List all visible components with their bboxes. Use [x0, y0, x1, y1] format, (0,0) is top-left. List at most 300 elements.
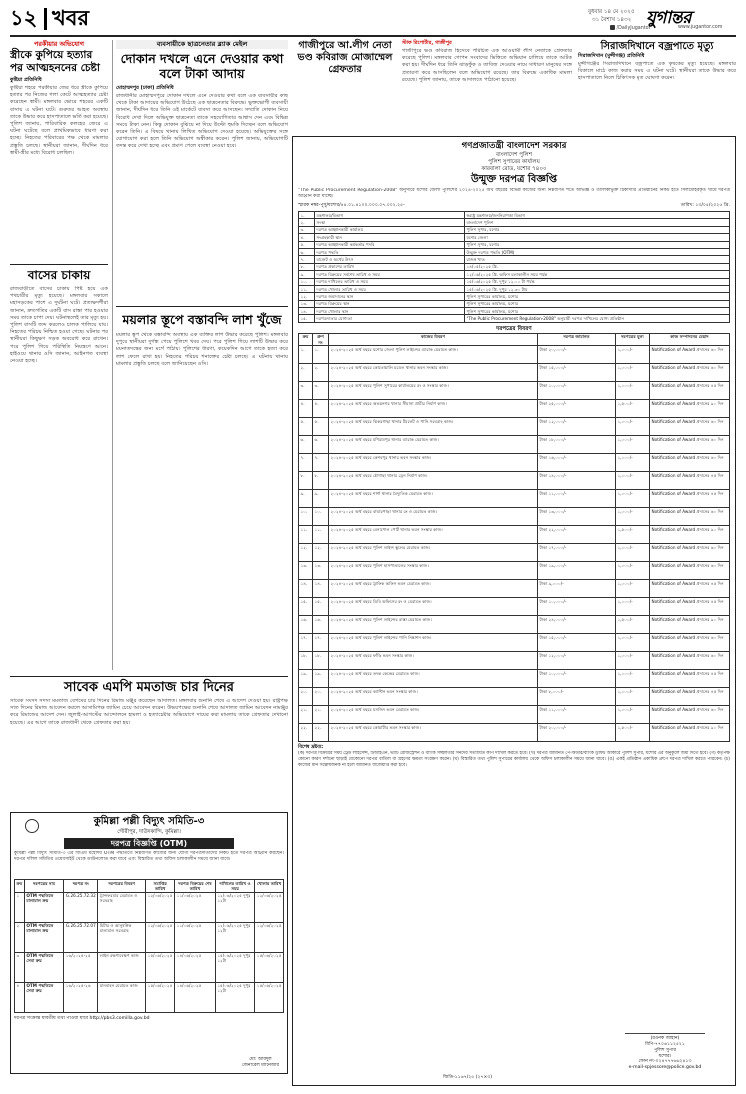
table-cell: পুলিশ সুপারের কার্যালয়, যশোর [465, 293, 730, 300]
table-cell: দরপত্র খোলার তারিখ ও সময় [315, 285, 465, 292]
table-cell: টাকা ২০,০০০/- [538, 724, 616, 742]
table-cell: ২০২৪-২০২৫ অর্থ বছরে যশোর জেলা পুলিশ লাইন্সের ব্যারাক মেরামত কাজ। [329, 346, 538, 364]
article-title: বাসের চাকায় [27, 268, 91, 282]
police-name: বাংলাদেশ পুলিশ [495, 152, 533, 158]
table-cell: Notification of Award প্রদানের ৯০ দিন [650, 616, 730, 634]
table-row [299, 418, 730, 436]
table-cell: ১৬/২০২৫-২৬ [64, 982, 98, 1012]
table-cell: Notification of Award প্রদানের ৬০ দিন [650, 418, 730, 436]
table-cell: ১,৫০০/- [616, 724, 650, 742]
table-cell: OTM পদ্ধতিতে মালামাল ক্রয় [24, 922, 64, 952]
table-row [299, 526, 730, 544]
table-cell: দরপত্র প্রকাশের তারিখ [315, 263, 465, 270]
table-cell: ১২/০৬/২০২৫ দুপুর ১২টা [215, 892, 255, 922]
table-cell: ১২. [299, 544, 313, 562]
section-name: খবর [52, 6, 90, 30]
table-cell: Notification of Award প্রদানের ৬০ দিন [650, 634, 730, 652]
table-cell: বাজেট ও অর্থের উৎস [315, 256, 465, 263]
table-cell: দরপত্রদাতার যোগ্যতা [315, 315, 465, 322]
table-cell: Notification of Award প্রদানের ৬০ দিন [650, 544, 730, 562]
column-3b [402, 40, 572, 132]
table-cell: যশোর জেলা [465, 234, 730, 241]
table-cell: ১,৫০০/- [616, 616, 650, 634]
table-cell: ১৪/০৫/২০২৫ খ্রি. [465, 263, 730, 270]
table-cell: Notification of Award প্রদানের ৪৫ দিন [650, 490, 730, 508]
table-cell: সংস্থা [315, 219, 465, 226]
table-cell: লাইন রক্ষণাবেক্ষণ কাজ [98, 952, 146, 982]
masthead-rule [10, 35, 736, 37]
table-cell: ১৯. [313, 670, 329, 688]
article-body: গাজীপুরে ভণ্ড কবিরাজ হিসেবে পরিচিত এক আওয়ামী লীগ নেতাকে গ্রেফতার করেছে পুলিশ। মঙ্গলবার গোপন সংবাদের ভিত্তিতে অভিযান চালিয়ে তাকে আটক করা হয়। দীর্ঘদিন ধরে তিনি ঝাড়ফুঁক ও তাবিজ দেওয়ার নামে সাধারণ মানুষের সঙ্গে প্রতারণা করে আসছিলেন বলে অভিযোগ রয়েছে। তার বিরুদ্ধে একাধিক মামলা রয়েছে। পুলিশ জানায়, তাকে আদালতে পাঠানো হয়েছে। [402, 48, 572, 83]
facebook-icon [610, 25, 615, 30]
table-cell: ১৩. [299, 300, 315, 307]
table-row [299, 212, 730, 219]
table-cell: ১,০০০/- [616, 472, 650, 490]
table-cell: ১২/০৬/২০২৫ [146, 892, 175, 922]
table-cell: ১৫. [299, 315, 315, 322]
table-cell: ১৫. [313, 598, 329, 616]
table-cell: ১১/০৬/২০২৫ [175, 892, 216, 922]
table-cell: Notification of Award প্রদানের ৬০ দিন [650, 364, 730, 382]
table-row [299, 616, 730, 634]
memo-line: স্মারক নম্বর-পুসু/যশোর/৪৪.০১.৪১০০.০০০.০৭.০০২.২৫- তারিখ: ১৩/০৫/২০২৫ খ্রি. [298, 203, 730, 208]
table-row [299, 219, 730, 226]
column-header: কাজের বিবরণ [329, 333, 538, 346]
table-cell: ৯. [299, 490, 313, 508]
table-row [299, 652, 730, 670]
column-header: দরপত্র বিক্রয়ের শেষ তারিখ [175, 880, 216, 893]
table-cell: Notification of Award প্রদানের ৪৫ দিন [650, 472, 730, 490]
table-cell: ২০২৪-২০২৫ অর্থ বছরে পুলিশ হাসপাতালের সংস্কার কাজ। [329, 562, 538, 580]
article-body: মুন্সীগঞ্জের সিরাজদিখানে বজ্রপাতে এক কৃষকের মৃত্যু হয়েছে। মঙ্গলবার বিকালে মাঠে কাজ করার সময় এ ঘটনা ঘটে। স্থানীয়রা তাকে উদ্ধার করে হাসপাতালে নিলে চিকিৎসক মৃত ঘোষণা করেন। [578, 61, 736, 82]
table-cell: Notification of Award প্রদানের ৬০ দিন [650, 562, 730, 580]
table-cell: ১,০০০/- [616, 544, 650, 562]
table-cell: ১৫/০৬/২০২৫ দুপুর ১২টা [215, 982, 255, 1012]
table-cell: ১. [299, 212, 315, 219]
header-date-bangla: ৩১ বৈশাখ ১৪৩২ [592, 17, 632, 23]
article-body: রাজধানীর মোহাম্মদপুরে দোকান দখলে এনে দেওয়ার কথা বলে এক ব্যবসায়ীর কাছ থেকে টাকা আদায়ের অভিযোগ উঠেছে এক ছাত্রনেতার বিরুদ্ধে। ভুক্তভোগী ব্যবসায়ী জানান, দীর্ঘদিন ধরে তিনি ওই মার্কেটে ব্যবসা করে আসছেন। সম্প্রতি দোকান নিয়ে বিরোধ দেখা দিলে অভিযুক্ত ছাত্রনেতা তাকে সহযোগিতার আশ্বাস দেন এবং বিভিন্ন সময়ে টাকা নেন। কিন্তু দোকান বুঝিয়ে না দিয়ে উল্টো হুমকি দিচ্ছেন বলে অভিযোগ করেন তিনি। এ বিষয়ে থানায় লিখিত অভিযোগ দেওয়া হয়েছে। অভিযুক্তের সঙ্গে যোগাযোগ করা হলে তিনি অভিযোগ অস্বীকার করেন। পুলিশ জানায়, অভিযোগটি তদন্ত করে দেখা হচ্ছে এবং প্রমাণ পেলে ব্যবস্থা নেওয়া হবে। [116, 93, 288, 150]
pbs-address: গৌরীপুর, দাউদকান্দি, কুমিল্লা। [117, 829, 181, 835]
table-cell: ১২. [299, 293, 315, 300]
table-row [299, 580, 730, 598]
table-row [299, 234, 730, 241]
tender-notes: (ক) দরপত্র বিক্রয়ের সময় ট্রেড লাইসেন্স, টিআইএন, ভ্যাট রেজিস্ট্রেশন ও ব্যাংক সচ্ছলতার সনদের সত্যায়িত কপি দাখিল করতে হবে। (খ) দরপত্র জামানত পে-অর্ডার/ব্যাংক ড্রাফট আকারে পুলিশ সুপার, যশোর এর অনুকূলে জমা দিতে হবে। (গ) কর্তৃপক্ষ কোনো কারণ দর্শানো ছাড়াই যেকোনো দরপত্র বাতিল বা গ্রহণের ক্ষমতা সংরক্ষণ করেন। (ঘ) বিস্তারিত তথ্য পুলিশ সুপারের কার্যালয় থেকে অফিস চলাকালীন সময়ে জানা যাবে। (ঙ) একই প্রতিষ্ঠান একাধিক গ্রুপে দরপত্র দাখিল করতে পারবেন। (চ) কাজের মান সন্তোষজনক না হলে জামানত বাজেয়াপ্ত করা হবে। [298, 751, 730, 768]
table-cell: ৭. [299, 454, 313, 472]
table-cell: বাংলাদেশ পুলিশ [465, 219, 730, 226]
table-cell: ১. [299, 346, 313, 364]
table-cell: ১,০০০/- [616, 382, 650, 400]
page-number: ১২ [10, 6, 38, 30]
table-cell: দরপত্র দাখিলের তারিখ ও সময় [315, 278, 465, 285]
table-cell: দরপত্র বিক্রয়ের সর্বশেষ তারিখ ও সময় [315, 271, 465, 278]
column-header: খোলার তারিখ [255, 880, 284, 893]
table-cell: ১২/০৬/২০২৫ [255, 922, 284, 952]
table-row [299, 598, 730, 616]
table-cell: টাকা ২৫,০০০/- [538, 400, 616, 418]
table-cell: ১৫/০৬/২০২৫ খ্রি. দুপুর ১২.৩০ টায় [465, 285, 730, 292]
table-cell: ট্রান্সফরমার মেরামত ও সরবরাহ [98, 892, 146, 922]
pbs-footer[interactable]: দরপত্র সংক্রান্ত যাবতীয় তথ্য পাওয়া যাবে http://pbs3.comilla.gov.bd [14, 1015, 150, 1021]
table-cell: ৩. [313, 382, 329, 400]
table-cell: ৭. [313, 454, 329, 472]
table-cell: ২০. [313, 688, 329, 706]
column-header: গ্রুপ নং [313, 333, 329, 346]
table-cell: ১,৫০০/- [616, 400, 650, 418]
table-cell: Notification of Award প্রদানের ৪৫ দিন [650, 580, 730, 598]
article-byline: মোহাম্মদপুর (ঢাকা) প্রতিনিধি [116, 85, 174, 91]
table-cell: ১,০০০/- [616, 670, 650, 688]
table-cell: ১৫/০৬/২০২৫ [146, 982, 175, 1012]
table-cell: ৮. [299, 472, 313, 490]
table-cell: ১১. [313, 526, 329, 544]
table-cell: টাকা ১৯,০০০/- [538, 562, 616, 580]
column-header: দরপত্র নং [64, 880, 98, 893]
table-cell: ২০২৪-২০২৫ অর্থ বছরে চৌগাছা থানার ড্রেন নির্মাণ কাজ। [329, 472, 538, 490]
table-row [299, 688, 730, 706]
table-cell: ১৬. [299, 616, 313, 634]
signature-block: (রওনক জাহান) বিপি-৭৭০৬১১২৫২১ পুলিশ সুপার যশোর। ফোন নং-০২৪৭৭৭৬৬২৪১৩ e-mail-spjessore@police.gov.bd [605, 1024, 725, 1071]
table-cell: টাকা ১৩,০০০/- [538, 508, 616, 526]
table-cell: ১,০০০/- [616, 688, 650, 706]
signature-scribble [625, 1024, 705, 1034]
table-cell: ১৫. [299, 598, 313, 616]
table-cell: OTM পদ্ধতিতে সেবা ক্রয় [24, 952, 64, 982]
office-address: কারবালা রোড, যশোর ৭৪০০ [481, 166, 547, 172]
table-row [299, 271, 730, 278]
table-cell: ৮. [299, 263, 315, 270]
table-cell: ১৯. [299, 670, 313, 688]
table-cell: দরপত্র পদ্ধতি [315, 248, 465, 255]
table-cell: টাকা ১০,০০০/- [538, 382, 616, 400]
column-header: সমাপ্তির তারিখ [146, 880, 175, 893]
table-cell: ৮. [313, 472, 329, 490]
table-cell: ১১. [299, 526, 313, 544]
table-cell: টাকা ১০,০০০/- [538, 598, 616, 616]
table-cell: ১,০০০/- [616, 418, 650, 436]
social-handle: /DailyJugantor [610, 25, 651, 31]
masthead [10, 4, 736, 34]
table-cell: Notification of Award প্রদানের ৬০ দিন [650, 346, 730, 364]
article-byline: স্টাফ রিপোর্টার, গাজীপুর [402, 40, 452, 46]
work-heading: দরপত্রের বিবরণ [496, 325, 532, 332]
header-date: বুধবার ১৪ মে ২০২৫ [588, 9, 635, 15]
table-row [299, 400, 730, 418]
table-cell: Notification of Award প্রদানের ৬০ দিন [650, 706, 730, 724]
table-cell: ১২/০৬/২০২৫ [255, 892, 284, 922]
table-row [299, 226, 730, 233]
table-cell: মন্ত্রণালয়/বিভাগ [315, 212, 465, 219]
table-cell: ১২/০৬/২০২৫ [146, 922, 175, 952]
table-cell: ১২/০৬/২০২৫ দুপুর ১২টা [215, 922, 255, 952]
table-cell: ১৫/০৬/২০২৫ [146, 952, 175, 982]
gov-name: গণপ্রজাতন্ত্রী বাংলাদেশ সরকার [461, 141, 567, 151]
table-cell: ২০২৪-২০২৫ অর্থ বছরে পুলিশ লাইন্সের রাস্তা মেরামত কাজ। [329, 616, 538, 634]
table-cell: টাকা ১৫,০০০/- [538, 364, 616, 382]
table-cell: ২০. [299, 688, 313, 706]
table-cell: ২০২৪-২০২৫ অর্থ বছরে ক্যান্টিন ভবন সংস্কার কাজ। [329, 688, 538, 706]
table-cell: Notification of Award প্রদানের ৪৫ দিন [650, 382, 730, 400]
article-title: সিরাজদিখানে বজ্রপাতে মৃত্যু [600, 41, 714, 52]
table-cell: টাকা ১৬,০০০/- [538, 454, 616, 472]
table-cell: ২২. [313, 724, 329, 742]
brand-logo: যুগান্তর [646, 8, 691, 28]
table-cell: ৪. [299, 400, 313, 418]
table-cell: Notification of Award প্রদানের ৯০ দিন [650, 526, 730, 544]
table-cell: ১১. [299, 285, 315, 292]
column-header: দরপত্রের মূল্য [616, 333, 650, 346]
table-cell: Notification of Award প্রদানের ৪৫ দিন [650, 598, 730, 616]
table-cell: টাকা ১০,০০০/- [538, 670, 616, 688]
table-cell: ১৪/০৬/২০২৫ [175, 982, 216, 1012]
table-row [299, 241, 730, 248]
table-row [299, 293, 730, 300]
col-separator [112, 40, 113, 670]
table-row [299, 346, 730, 364]
table-cell: ১৫/০৬/২০২৫ [255, 952, 284, 982]
pbs-title: দরপত্র বিজ্ঞপ্তি (OTM) [64, 838, 234, 849]
table-cell: ২০২৪-২০২৫ অর্থ বছরে ট্রাফিক অফিস ভবন মেরামত কাজ। [329, 580, 538, 598]
table-cell: ১৭. [299, 634, 313, 652]
divider [10, 676, 288, 677]
table-cell: টাকা ১২,০০০/- [538, 652, 616, 670]
column-2 [116, 40, 288, 760]
table-cell: ১,০০০/- [616, 706, 650, 724]
table-row [299, 248, 730, 255]
table-row [299, 562, 730, 580]
office-name: পুলিশ সুপারের কার্যালয় [488, 159, 540, 165]
article-body: কুষ্টিয়া শহরে পরকীয়ার জের ধরে স্ত্রীকে কুপিয়ে হত্যার পর নিজের গলা কেটে আত্মহত্যার চেষ্টা করেছেন স্বামী। মঙ্গলবার ভোরে শহরের একটি বাসায় এ ঘটনা ঘটে। গুরুতর আহত অবস্থায় তাকে উদ্ধার করে হাসপাতালে ভর্তি করা হয়েছে। পুলিশ জানায়, পারিবারিক কলহের জেরে এ ঘটনা ঘটেছে বলে প্রাথমিকভাবে ধারণা করা হচ্ছে। নিহতের পরিবারের পক্ষ থেকে মামলার প্রস্তুতি চলছে। স্থানীয়রা জানান, দীর্ঘদিন ধরে স্বামী-স্ত্রীর মধ্যে বিরোধ চলছিল। [10, 85, 108, 156]
column-4 [578, 40, 736, 132]
divider [116, 306, 288, 307]
table-cell: ২০২৪-২০২৫ অর্থ বছরে মসজিদ ভবন মেরামত কাজ। [329, 706, 538, 724]
table-cell: টাকা ২০,০০০/- [538, 346, 616, 364]
table-cell: Notification of Award প্রদানের ৪৫ দিন [650, 688, 730, 706]
table-cell: ৬. [299, 248, 315, 255]
table-cell: ২. [299, 364, 313, 382]
pbs-signature: মো: আবদুল জেনারেল ম্যানেজার [241, 1057, 279, 1068]
table-cell: ২০২৪-২০২৫ অর্থ বছরে ফাঁড়ি ভবন সংস্কার কাজ। [329, 652, 538, 670]
table-cell: ৬. [299, 436, 313, 454]
tender-info-table [298, 211, 730, 323]
table-cell: ৪ [15, 982, 25, 1012]
table-cell: ৭. [299, 256, 315, 263]
table-cell: সংগ্রহকারী স্থান [315, 234, 465, 241]
table-cell: Notification of Award প্রদানের ৪৫ দিন [650, 670, 730, 688]
table-cell: ১৫/০৬/২০২৫ [255, 982, 284, 1012]
table-cell: ১০. [299, 278, 315, 285]
article-body: ময়লার স্তূপ থেকে বস্তাবন্দি অবস্থায় এক ব্যক্তির লাশ উদ্ধার করেছে পুলিশ। মঙ্গলবার দুপুরে স্থানীয়রা দুর্গন্ধ পেয়ে পুলিশে খবর দেয়। পরে পুলিশ গিয়ে লাশটি উদ্ধার করে ময়নাতদন্তের জন্য মর্গে পাঠায়। পুলিশের ধারণা, কয়েকদিন আগে তাকে হত্যা করে লাশ ফেলে রাখা হয়। নিহতের পরিচয় শনাক্তের চেষ্টা চলছে। এ ঘটনায় থানায় মামলার প্রস্তুতি চলছে বলে জানিয়েছেন ওসি। [116, 332, 288, 367]
table-row [299, 490, 730, 508]
table-row [299, 706, 730, 724]
table-cell: ১,০০০/- [616, 454, 650, 472]
table-cell: ২০২৪-২০২৫ অর্থ বছরে পুলিশ সুপারের কার্যালয়ের রং ও সংস্কার কাজ। [329, 382, 538, 400]
table-cell: ৩. [299, 226, 315, 233]
table-cell: দরপত্র খোলার স্থান [315, 308, 465, 315]
table-cell: ২০২৪-২০২৫ অর্থ বছরে পুলিশ লাইন্স স্কুলের মেরামত কাজ। [329, 544, 538, 562]
table-cell: ১,০০০/- [616, 508, 650, 526]
table-cell: টাকা ১২,০০০/- [538, 418, 616, 436]
table-cell: ২০২৪-২০২৫ অর্থ বছরে কেশবপুর থানার ভবন সংস্কার কাজ। [329, 454, 538, 472]
table-cell: ২২. [299, 724, 313, 742]
table-row [299, 670, 730, 688]
table-cell: ২০২৪-২০২৫ অর্থ বছরে কোয়ার্টার ভবন সংস্কার কাজ। [329, 724, 538, 742]
table-cell: ২০২৪-২০২৫ অর্থ বছরে বাঘারপাড়া থানার রং ও মেরামত কাজ। [329, 508, 538, 526]
pbs-name: কুমিল্লা পল্লী বিদ্যুৎ সমিতি-৩ [93, 816, 205, 827]
table-cell: ১,০০০/- [616, 436, 650, 454]
table-cell: টাকা ২২,০০০/- [538, 526, 616, 544]
table-cell: ১,০০০/- [616, 490, 650, 508]
table-cell: টাকা ১৭,০০০/- [538, 544, 616, 562]
table-cell: দরপত্র বিক্রয়ের স্থান [315, 300, 465, 307]
table-cell: ১৩. [313, 562, 329, 580]
table-cell: ৬. [313, 436, 329, 454]
table-cell: ২০২৪-২০২৫ অর্থ বছরে ডিবি অফিসের রং ও মেরামত কাজ। [329, 598, 538, 616]
table-cell: ৯. [313, 490, 329, 508]
table-cell: G.26.25.72.07 [64, 922, 98, 952]
table-cell: Notification of Award প্রদানের ৯০ দিন [650, 724, 730, 742]
table-cell: ১৫/০৬/২০২৫ খ্রি. দুপুর ১২.০০ টা পর্যন্ত [465, 278, 730, 285]
table-cell: টাকা ৯,০০০/- [538, 580, 616, 598]
table-cell: ৪. [313, 400, 329, 418]
table-row [299, 634, 730, 652]
article-title: স্ত্রীকে কুপিয়ে হত্যার পর আত্মহননের চেষ্টা [10, 49, 100, 74]
table-cell: ২০২৪-২০২৫ অর্থ বছরে মণিরামপুর থানার ব্যারাক মেরামত কাজ। [329, 436, 538, 454]
tender-intro: "The Public Procurement Regulation-2008" অনুসারে যশোর জেলা পুলিশের ২০২৪-২০২৫ অর্থ বছরের বিভিন্ন কাজের জন্য নিম্নবর্ণিত শর্তে অভিজ্ঞ ও তালিকাভুক্ত ঠিকাদারি প্রতিষ্ঠানের নিকট হতে সিলমোহরকৃত খামে দরপত্র আহ্বান করা যাচ্ছে। [298, 188, 730, 199]
table-cell: ১২. [313, 544, 329, 562]
divider [10, 264, 108, 265]
table-row [299, 256, 730, 263]
table-cell: দরপত্র আহ্বানকারী কর্মকর্তার পদবি [315, 241, 465, 248]
table-cell: ২১. [313, 706, 329, 724]
table-cell: ১৬. [313, 616, 329, 634]
table-cell: ১৪/০৬/২০২৫ [175, 952, 216, 982]
table-row [299, 285, 730, 292]
table-cell: ১,০০০/- [616, 364, 650, 382]
table-cell: মিটার ও আনুষঙ্গিক মালামাল সরবরাহ [98, 922, 146, 952]
table-cell: স্বরাষ্ট্র মন্ত্রণালয়/জননিরাপত্তা বিভাগ [465, 212, 730, 219]
article-kicker: ব্যবসায়ীকে ছাত্রনেতার ব্ল্যাক মেইল [116, 40, 288, 49]
column-header: দরপত্রের বিবরণ [98, 880, 146, 893]
table-cell: ১৫/০৬/২০২৫ দুপুর ১২টা [215, 952, 255, 982]
table-cell: ২০২৪-২০২৫ অর্থ বছরে বেনাপোল পোর্ট থানার ভবন সংস্কার কাজ। [329, 526, 538, 544]
table-cell: ৫. [299, 418, 313, 436]
column-header: দরপত্রের নাম [24, 880, 64, 893]
table-cell: টাকা ১৮,০০০/- [538, 436, 616, 454]
table-cell: ৩ [15, 952, 25, 982]
table-cell: ৩. [299, 382, 313, 400]
footer-code: জিডি-১১৬৭/২৫ (২৭×৩) [443, 1075, 493, 1080]
column-header: দরপত্র জামানত [538, 333, 616, 346]
table-cell: ১৩. [299, 562, 313, 580]
pbs-tender-notice [10, 812, 288, 1074]
table-row [15, 952, 284, 982]
website-url[interactable]: www.jugantor.com [678, 25, 723, 30]
column-3 [292, 40, 398, 130]
column-header: ক্রম [15, 880, 25, 893]
table-cell: ১,০০০/- [616, 634, 650, 652]
table-row [299, 308, 730, 315]
table-row [15, 892, 284, 922]
table-cell: ১১/০৬/২০২৫ [175, 922, 216, 952]
table-cell: ২. [313, 364, 329, 382]
table-cell: ২০২৪-২০২৫ অর্থ বছরে অভয়নগর থানার সীমানা প্রাচীর নির্মাণ কাজ। [329, 400, 538, 418]
table-cell: OTM পদ্ধতিতে সেবা ক্রয় [24, 982, 64, 1012]
article-byline: সিরাজদিখান (মুন্সীগঞ্জ) প্রতিনিধি [578, 53, 645, 59]
table-cell: ১,৫০০/- [616, 526, 650, 544]
table-cell: ২১. [299, 706, 313, 724]
notes-heading: বিশেষ দ্রষ্টব্য: [298, 745, 324, 751]
table-cell: ২০২৪-২০২৫ অর্থ বছরে কোতোয়ালি মডেল থানার ভবন সংস্কার কাজ। [329, 364, 538, 382]
table-cell: দরপত্র জমাদানের স্থান [315, 293, 465, 300]
table-row [299, 724, 730, 742]
table-cell: ১৪. [299, 308, 315, 315]
column-header: দাখিলের তারিখ ও সময় [215, 880, 255, 893]
table-cell: ১,০০০/- [616, 562, 650, 580]
table-cell: ৫. [299, 241, 315, 248]
table-cell: পুলিশ সুপারের কার্যালয়, যশোর [465, 308, 730, 315]
table-cell: ২০২৪-২০২৫ অর্থ বছরে তদন্ত কেন্দ্রের মেরামত কাজ। [329, 670, 538, 688]
table-cell: ১,০০০/- [616, 346, 650, 364]
table-cell: ১,০০০/- [616, 598, 650, 616]
table-cell: ১৭. [313, 634, 329, 652]
table-cell: ১৬/২০২৫-২৫ [64, 952, 98, 982]
table-cell: ১০. [299, 508, 313, 526]
table-cell: টাকা ৮,০০০/- [538, 688, 616, 706]
table-cell: ১,০০০/- [616, 652, 650, 670]
table-row [299, 544, 730, 562]
article-title: সাবেক এমপি মমতাজ চার দিনের [64, 680, 234, 695]
pbs-tender-table [14, 879, 284, 1013]
table-row [299, 472, 730, 490]
table-cell: ৯. [299, 271, 315, 278]
table-cell: ৪. [299, 234, 315, 241]
table-cell: Notification of Award প্রদানের ৬০ দিন [650, 454, 730, 472]
table-cell: ১০. [313, 508, 329, 526]
table-row [15, 922, 284, 952]
table-row [15, 982, 284, 1012]
table-cell: Notification of Award প্রদানের ৬০ দিন [650, 436, 730, 454]
table-cell: পুলিশ সুপার, যশোর [465, 226, 730, 233]
article-title: ময়লার স্তূপে বস্তাবন্দি লাশ খুঁজে [122, 312, 282, 327]
table-row [299, 382, 730, 400]
table-cell: OTM পদ্ধতিতে মালামাল ক্রয় [24, 892, 64, 922]
table-row [299, 508, 730, 526]
article-kicker: পরকীয়ার অভিযোগ [34, 40, 84, 48]
column-header: কাজ সম্পাদনের মেয়াদ [650, 333, 730, 346]
table-cell: ১২/০৬/২০২৫ খ্রি. অফিস চলাকালীন সময় পর্যন্ত [465, 271, 730, 278]
pbs-logo-icon [25, 819, 39, 833]
table-cell: Notification of Award প্রদানের ৬০ দিন [650, 652, 730, 670]
table-cell: ২ [15, 922, 25, 952]
table-row [299, 454, 730, 472]
pbs-intro: কুমিল্লা পল্লী বিদ্যুৎ সমিতি-৩ এর জিএম মহোদয় OTM পদ্ধতিতে নিম্নবর্ণিত কাজের জন্য যোগ্য দরপত্রদাতাদের নিকট হতে দরপত্র আহ্বান করছেন। দরপত্র দলিল সমিতির ওয়েবসাইট থেকে ডাউনলোড করা যাবে এবং বিস্তারিত তথ্য অফিস চলাকালীন সময়ে জানা যাবে। [14, 851, 284, 862]
table-cell: Notification of Award প্রদানের ৬০ দিন [650, 508, 730, 526]
column-1 [10, 40, 108, 670]
table-cell: ১. [313, 346, 329, 364]
table-cell: পুলিশ সুপারের কার্যালয়, যশোর [465, 300, 730, 307]
table-cell: ২০২৪-২০২৫ অর্থ বছরে শার্শা থানার বৈদ্যুতিক মেরামত কাজ। [329, 490, 538, 508]
table-cell: উন্মুক্ত দরপত্র পদ্ধতি (OTM) [465, 248, 730, 255]
table-row [299, 278, 730, 285]
table-cell: ১,০০০/- [616, 580, 650, 598]
table-cell: G.26.25.72.32 [64, 892, 98, 922]
table-row [299, 263, 730, 270]
police-tender-notice [292, 136, 736, 1086]
table-cell: রাজস্ব খাত [465, 256, 730, 263]
table-cell: টাকা ২৪,০০০/- [538, 616, 616, 634]
table-cell: টাকা ১৫,০০০/- [538, 634, 616, 652]
table-cell: ২. [299, 219, 315, 226]
